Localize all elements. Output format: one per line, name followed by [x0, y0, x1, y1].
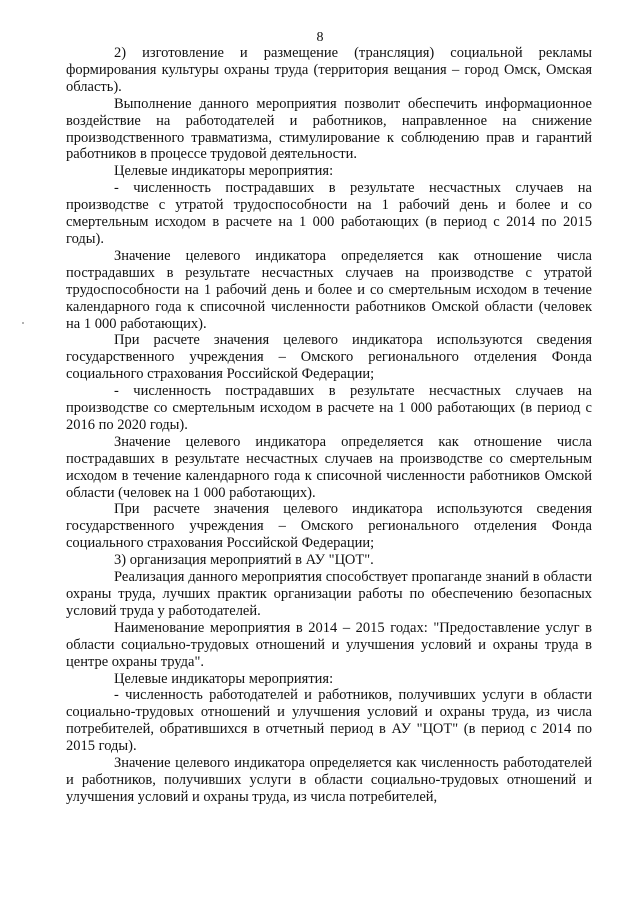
document-body [66, 45, 592, 806]
paragraph-impact: Выполнение данного мероприятия позволит обеспечить информационное воздействие на работодателей и работников, направленное на снижение производственного травматизма, стимулирование к соблюдению прав и гарантий работников в процессе трудовой деятельности. [66, 95, 592, 163]
paragraph-indicator-definition-2: Значение целевого индикатора определяется как отношение числа пострадавших в результате несчастных случаев на производстве со смертельным исходом в течение календарного года к списочной численности работников Омской области (человек на 1 000 работающих). [66, 433, 592, 501]
paragraph-implementation: Реализация данного мероприятия способствует пропаганде знаний в области охраны труда, лучших практик организации работы по обеспечению безопасных условий труда у работодателей. [66, 569, 592, 619]
paragraph-indicator-services: - численность работодателей и работников, получивших услуги в области социально-трудовых отношений и улучшения условий и охраны труда, из числа потребителей, обратившихся в отчетный период в АУ "ЦОТ" (в период с 2014 по 2015 годы). [66, 687, 592, 755]
paragraph-item-2-social-advertising: 2) изготовление и размещение (трансляция) социальной рекламы формирования культуры охраны труда (территория вещания – город Омск, Омская область). [66, 45, 592, 95]
paragraph-indicator-definition-1: Значение целевого индикатора определяется как отношение числа пострадавших в результате несчастных случаев на производстве с утратой трудоспособности на 1 рабочий день и более и со смертельным исходом в течение календарного года к списочной численности работников Омской области (человек на 1 000 работающих). [66, 247, 592, 332]
paragraph-indicators-heading: Целевые индикаторы мероприятия: [114, 163, 334, 180]
paragraph-indicators-heading-2: Целевые индикаторы мероприятия: [114, 670, 334, 687]
paragraph-indicator-injured-2014-2015: - численность пострадавших в результате несчастных случаев на производстве с утратой трудоспособности на 1 рабочий день и более и со смертельным исходом в расчете на 1 000 работающих (в период с 2014 по 2015 годы). [66, 180, 592, 247]
page-number: 8 [316, 30, 324, 45]
paragraph-indicator-definition-3: Значение целевого индикатора определяется как численность работодателей и работников, получивших услуги в области социально-трудовых отношений и улучшения условий и охраны труда, из числа потребителей, [66, 755, 592, 805]
paragraph-data-source-1: При расчете значения целевого индикатора используются сведения государственного учреждения – Омского регионального отделения Фонда социального страхования Российской Федерации; [66, 332, 592, 383]
paragraph-data-source-2: При расчете значения целевого индикатора используются сведения государственного учреждения – Омского регионального отделения Фонда социального страхования Российской Федерации; [66, 501, 592, 552]
scan-margin-mark [22, 322, 24, 324]
paragraph-event-name: Наименование мероприятия в 2014 – 2015 годах: "Предоставление услуг в области социально-трудовых отношений и улучшения условий и охраны труда в центре охраны труда". [66, 619, 592, 670]
paragraph-indicator-fatal-2016-2020: - численность пострадавших в результате несчастных случаев на производстве со смертельным исходом в расчете на 1 000 работающих (в период с 2016 по 2020 годы). [66, 383, 592, 433]
paragraph-item-3-events: 3) организация мероприятий в АУ "ЦОТ". [114, 552, 374, 569]
